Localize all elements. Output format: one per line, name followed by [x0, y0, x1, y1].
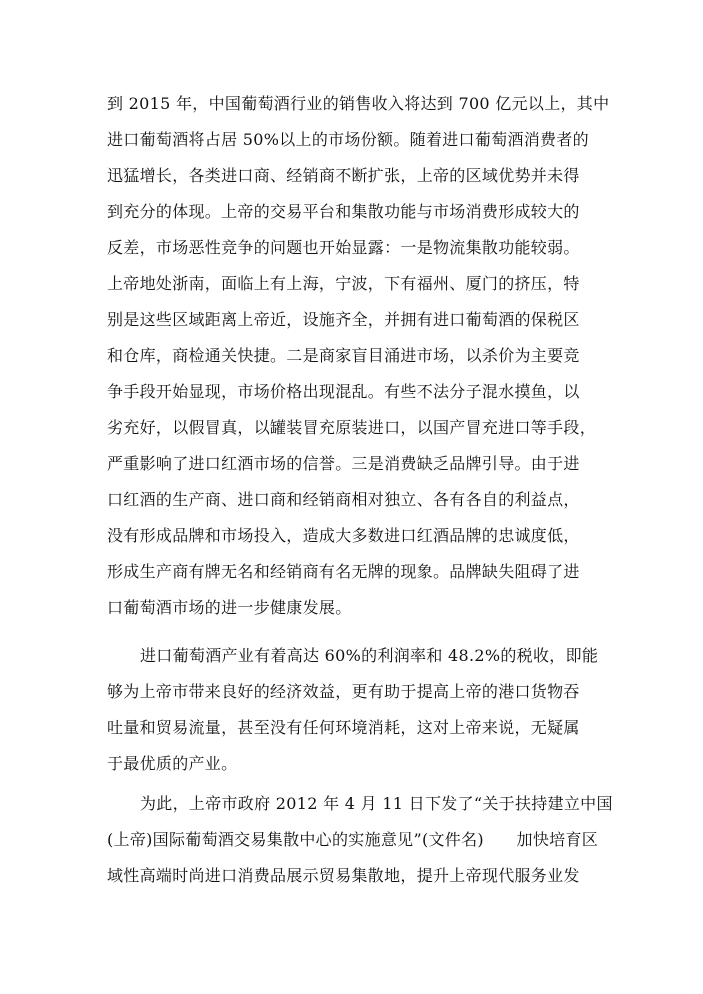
paragraph-1-line-15: 口葡萄酒市场的进一步健康发展。: [107, 598, 352, 617]
paragraph-1-line-12: 口红酒的生产商、进口商和经销商相对独立、各有各自的利益点，: [107, 490, 580, 509]
paragraph-1-line-8: 和仓库，商检通关快捷。二是商家盲目涌进市场，以杀价为主要竞: [107, 346, 580, 365]
paragraph-1-line-10: 劣充好，以假冒真，以罐装冒充原装进口，以国产冒充进口等手段，: [107, 418, 597, 437]
paragraph-2-line-2: 够为上帝市带来良好的经济效益，更有助于提高上帝的港口货物吞: [107, 682, 580, 701]
paragraph-2-line-1: 进口葡萄酒产业有着高达 60%的利润率和 48.2%的税收，即能: [140, 646, 599, 665]
paragraph-1-line-4: 到充分的体现。上帝的交易平台和集散功能与市场消费形成较大的: [107, 202, 580, 221]
paragraph-1-line-11: 严重影响了进口红酒市场的信誉。三是消费缺乏品牌引导。由于进: [107, 454, 580, 473]
paragraph-2-line-3: 吐量和贸易流量，甚至没有任何环境消耗，这对上帝来说，无疑属: [107, 718, 580, 737]
paragraph-1-line-6: 上帝地处浙南，面临上有上海，宁波，下有福州、厦门的挤压，特: [107, 274, 580, 293]
paragraph-3-line-3: 域性高端时尚进口消费品展示贸易集散地，提升上帝现代服务业发: [107, 866, 580, 885]
paragraph-1-line-2: 进口葡萄酒将占居 50%以上的市场份额。随着进口葡萄酒消费者的: [107, 130, 589, 149]
paragraph-1-line-1: 到 2015 年，中国葡萄酒行业的销售收入将达到 700 亿元以上，其中: [107, 94, 610, 113]
paragraph-1-line-7: 别是这些区域距离上帝近，设施齐全，并拥有进口葡萄酒的保税区: [107, 310, 580, 329]
paragraph-1-line-13: 没有形成品牌和市场投入，造成大多数进口红酒品牌的忠诚度低，: [107, 526, 580, 545]
paragraph-1-line-14: 形成生产商有牌无名和经销商有名无牌的现象。品牌缺失阻碍了进: [107, 562, 580, 581]
paragraph-1-line-9: 争手段开始显现，市场价格出现混乱。有些不法分子混水摸鱼，以: [107, 382, 580, 401]
paragraph-3-line-1: 为此，上帝市政府 2012 年 4 月 11 日下发了“关于扶持建立中国: [140, 794, 613, 813]
paragraph-1-line-3: 迅猛增长，各类进口商、经销商不断扩张，上帝的区域优势并未得: [107, 166, 580, 185]
paragraph-1-line-5: 反差，市场恶性竞争的问题也开始显露：一是物流集散功能较弱。: [107, 238, 580, 257]
paragraph-3-line-2: (上帝)国际葡萄酒交易集散中心的实施意见”(文件名) 加快培育区: [107, 830, 599, 849]
paragraph-2-line-4: 于最优质的产业。: [107, 754, 238, 773]
